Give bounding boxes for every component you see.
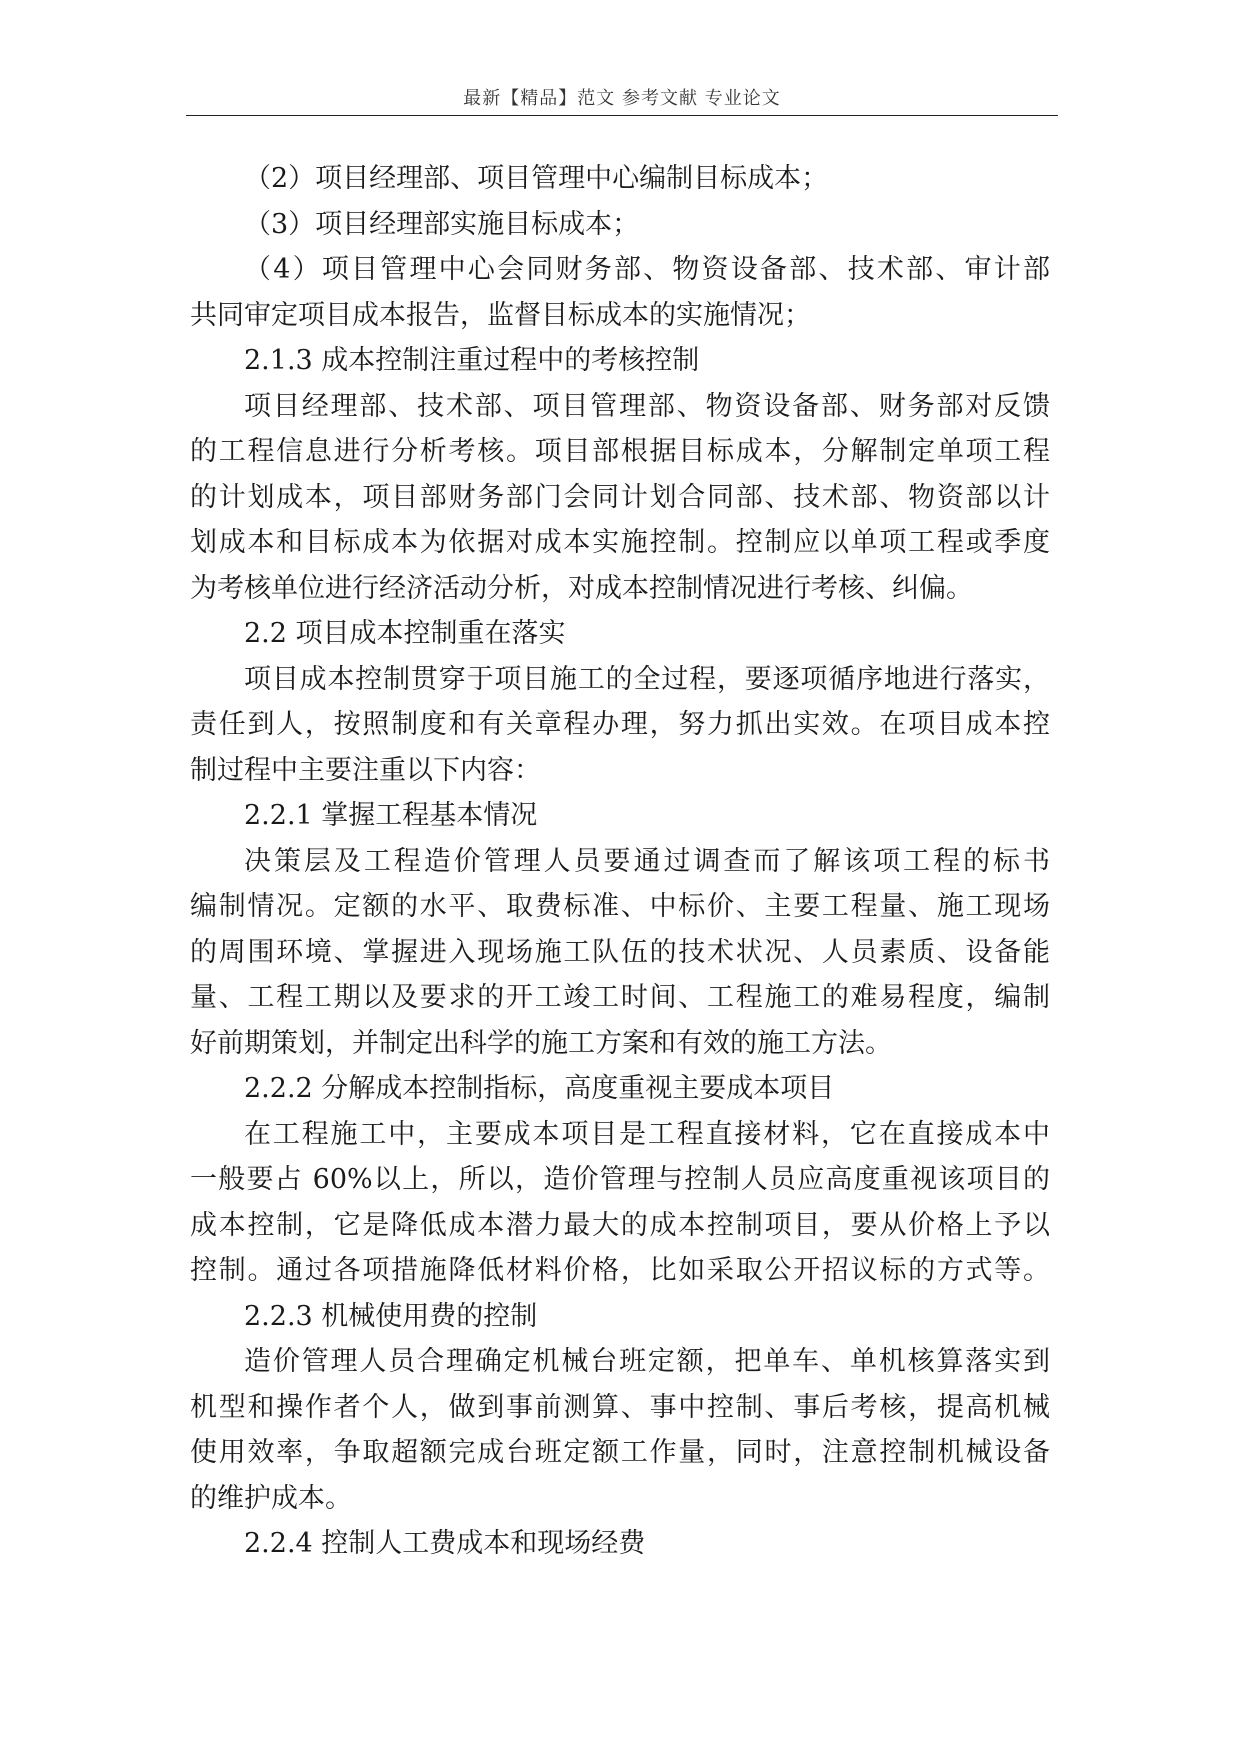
- paragraph-line: 决策层及工程造价管理人员要通过调查而了解该项工程的标书: [244, 845, 1050, 877]
- paragraph-line: 机型和操作者个人，做到事前测算、事中控制、事后考核，提高机械: [190, 1391, 1050, 1423]
- header-divider: [186, 115, 1058, 116]
- list-item: （4）项目管理中心会同财务部、物资设备部、技术部、审计部: [244, 254, 1050, 285]
- section-heading: 2.2.1 掌握工程基本情况: [244, 800, 538, 831]
- page-header: 最新【精品】范文 参考文献 专业论文: [463, 88, 781, 109]
- paragraph-line: 使用效率，争取超额完成台班定额工作量，同时，注意控制机械设备: [190, 1437, 1050, 1468]
- paragraph-line: 控制。通过各项措施降低材料价格，比如采取公开招议标的方式等。: [190, 1255, 1050, 1286]
- paragraph-line: 的计划成本，项目部财务部门会同计划合同部、技术部、物资部以计: [190, 481, 1050, 513]
- list-item: （3）项目经理部实施目标成本；: [244, 208, 640, 240]
- paragraph-line: 的周围环境、掌握进入现场施工队伍的技术状况、人员素质、设备能: [190, 936, 1050, 968]
- paragraph-line: 好前期策划，并制定出科学的施工方案和有效的施工方法。: [190, 1027, 892, 1059]
- section-heading: 2.2 项目成本控制重在落实: [244, 618, 566, 649]
- paragraph-line: 编制情况。定额的水平、取费标准、中标价、主要工程量、施工现场: [190, 891, 1050, 922]
- section-heading: 2.2.3 机械使用费的控制: [244, 1300, 538, 1332]
- section-heading: 2.2.4 控制人工费成本和现场经费: [244, 1528, 646, 1559]
- paragraph-line: 成本控制，它是降低成本潜力最大的成本控制项目，要从价格上予以: [190, 1209, 1050, 1241]
- list-item: （2）项目经理部、项目管理中心编制目标成本；: [244, 163, 829, 194]
- list-item-continuation: 共同审定项目成本报告，监督目标成本的实施情况；: [190, 299, 811, 331]
- paragraph-line: 量、工程工期以及要求的开工竣工时间、工程施工的难易程度，编制: [190, 982, 1050, 1013]
- paragraph-line: 项目成本控制贯穿于项目施工的全过程，要逐项循序地进行落实，: [244, 663, 1050, 695]
- paragraph-line: 责任到人，按照制度和有关章程办理，努力抓出实效。在项目成本控: [190, 709, 1050, 740]
- paragraph-line: 为考核单位进行经济活动分析，对成本控制情况进行考核、纠偏。: [190, 572, 973, 604]
- section-heading: 2.2.2 分解成本控制指标，高度重视主要成本项目: [244, 1073, 835, 1104]
- paragraph-line: 的工程信息进行分析考核。项目部根据目标成本，分解制定单项工程: [190, 436, 1050, 467]
- paragraph-line: 制过程中主要注重以下内容：: [190, 754, 541, 786]
- paragraph-line: 一般要占 60%以上，所以，造价管理与控制人员应高度重视该项目的: [190, 1164, 1050, 1195]
- document-body: [190, 156, 1050, 1567]
- paragraph-line: 的维护成本。: [190, 1482, 352, 1514]
- paragraph-line: 划成本和目标成本为依据对成本实施控制。控制应以单项工程或季度: [190, 527, 1050, 558]
- section-heading: 2.1.3 成本控制注重过程中的考核控制: [244, 345, 700, 376]
- paragraph-line: 在工程施工中，主要成本项目是工程直接材料，它在直接成本中: [244, 1118, 1050, 1150]
- paragraph-line: 项目经理部、技术部、项目管理部、物资设备部、财务部对反馈: [244, 390, 1050, 422]
- paragraph-line: 造价管理人员合理确定机械台班定额，把单车、单机核算落实到: [244, 1346, 1050, 1377]
